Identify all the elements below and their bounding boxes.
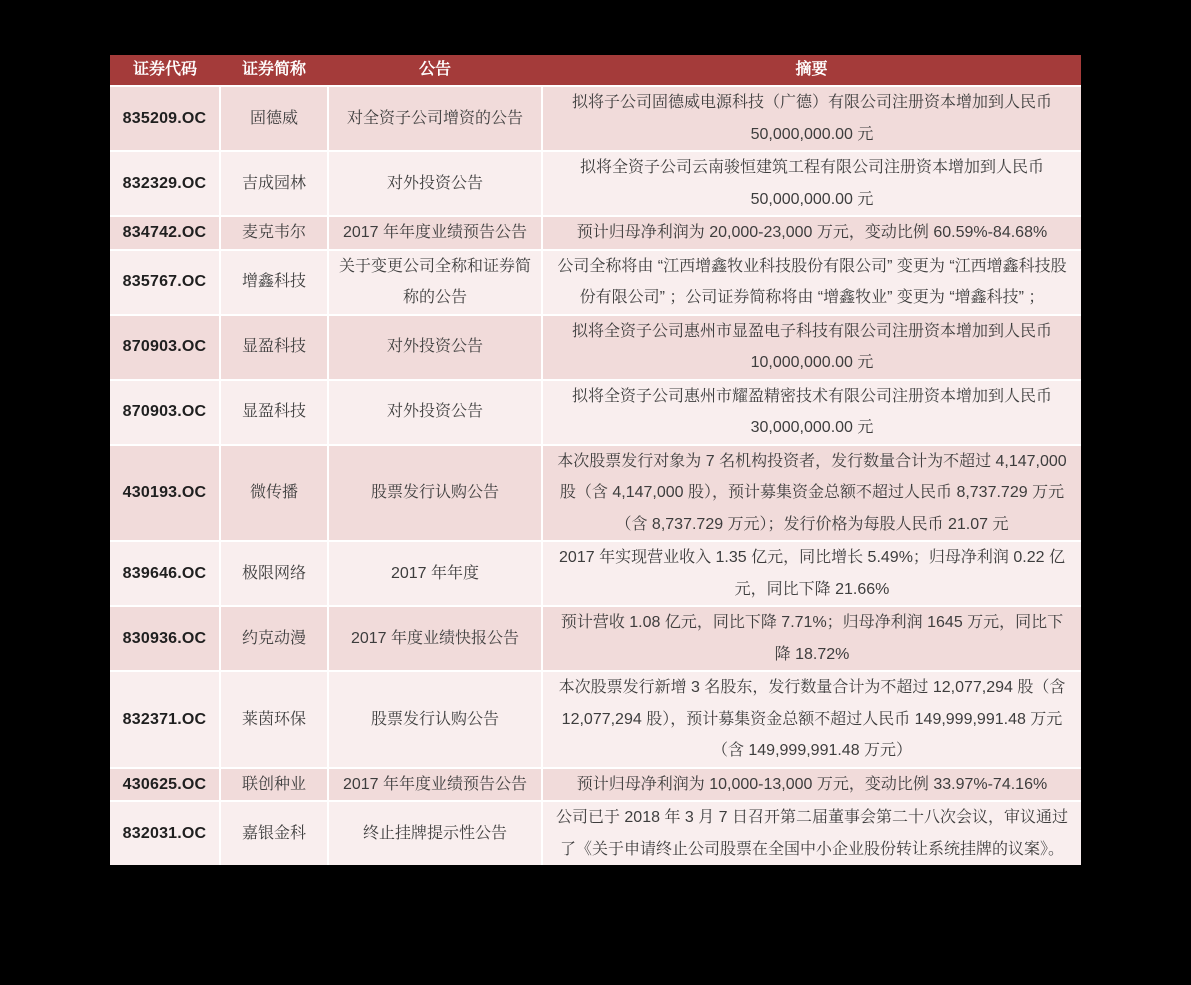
column-header-announcement: 公告 bbox=[328, 55, 542, 86]
table-row bbox=[110, 768, 1081, 802]
cell-summary: 拟将全资子公司惠州市耀盈精密技术有限公司注册资本增加到人民币 30,000,000.00 元 bbox=[542, 380, 1081, 445]
cell-name: 联创种业 bbox=[220, 768, 328, 802]
cell-name: 嘉银金科 bbox=[220, 801, 328, 865]
announcements-table-container bbox=[110, 55, 1081, 865]
table-row bbox=[110, 445, 1081, 542]
cell-name: 吉成园林 bbox=[220, 151, 328, 216]
table-row bbox=[110, 541, 1081, 606]
cell-code: 839646.OC bbox=[110, 541, 220, 606]
cell-summary: 预计归母净利润为 20,000-23,000 万元，变动比例 60.59%-84.68% bbox=[542, 216, 1081, 250]
cell-code: 870903.OC bbox=[110, 380, 220, 445]
table-row bbox=[110, 671, 1081, 768]
cell-summary: 公司全称将由 “江西增鑫牧业科技股份有限公司” 变更为 “江西增鑫科技股份有限公司” ；公司证券简称将由 “增鑫牧业” 变更为 “增鑫科技” ； bbox=[542, 250, 1081, 315]
cell-code: 835767.OC bbox=[110, 250, 220, 315]
table-row bbox=[110, 250, 1081, 315]
cell-code: 834742.OC bbox=[110, 216, 220, 250]
cell-code: 430625.OC bbox=[110, 768, 220, 802]
cell-name: 莱茵环保 bbox=[220, 671, 328, 768]
cell-announcement: 对外投资公告 bbox=[328, 151, 542, 216]
cell-summary: 本次股票发行新增 3 名股东，发行数量合计为不超过 12,077,294 股（含 12,077,294 股），预计募集资金总额不超过人民币 149,999,991.48 万元（含 149,999,991.48 万元） bbox=[542, 671, 1081, 768]
announcements-table bbox=[110, 55, 1081, 865]
table-row bbox=[110, 151, 1081, 216]
cell-code: 430193.OC bbox=[110, 445, 220, 542]
cell-announcement: 终止挂牌提示性公告 bbox=[328, 801, 542, 865]
cell-summary: 拟将全资子公司云南骏恒建筑工程有限公司注册资本增加到人民币 50,000,000.00 元 bbox=[542, 151, 1081, 216]
cell-announcement: 2017 年年度业绩预告公告 bbox=[328, 216, 542, 250]
cell-name: 显盈科技 bbox=[220, 380, 328, 445]
cell-announcement: 2017 年度业绩快报公告 bbox=[328, 606, 542, 671]
column-header-name: 证券简称 bbox=[220, 55, 328, 86]
cell-announcement: 对外投资公告 bbox=[328, 380, 542, 445]
cell-code: 870903.OC bbox=[110, 315, 220, 380]
table-row bbox=[110, 380, 1081, 445]
table-header-row bbox=[110, 55, 1081, 86]
cell-summary: 本次股票发行对象为 7 名机构投资者，发行数量合计为不超过 4,147,000 股（含 4,147,000 股），预计募集资金总额不超过人民币 8,737.729 万元（含 8,737.729 万元）；发行价格为每股人民币 21.07 元 bbox=[542, 445, 1081, 542]
cell-name: 约克动漫 bbox=[220, 606, 328, 671]
table-row bbox=[110, 315, 1081, 380]
table-row bbox=[110, 801, 1081, 865]
cell-announcement: 2017 年年度 bbox=[328, 541, 542, 606]
cell-name: 显盈科技 bbox=[220, 315, 328, 380]
cell-code: 832371.OC bbox=[110, 671, 220, 768]
cell-name: 固德威 bbox=[220, 86, 328, 151]
cell-announcement: 对外投资公告 bbox=[328, 315, 542, 380]
cell-announcement: 对全资子公司增资的公告 bbox=[328, 86, 542, 151]
cell-summary: 拟将子公司固德威电源科技（广德）有限公司注册资本增加到人民币 50,000,000.00 元 bbox=[542, 86, 1081, 151]
cell-code: 835209.OC bbox=[110, 86, 220, 151]
cell-name: 极限网络 bbox=[220, 541, 328, 606]
cell-summary: 预计归母净利润为 10,000-13,000 万元，变动比例 33.97%-74.16% bbox=[542, 768, 1081, 802]
table-row bbox=[110, 606, 1081, 671]
cell-name: 增鑫科技 bbox=[220, 250, 328, 315]
cell-code: 830936.OC bbox=[110, 606, 220, 671]
cell-announcement: 股票发行认购公告 bbox=[328, 671, 542, 768]
cell-name: 微传播 bbox=[220, 445, 328, 542]
cell-summary: 2017 年实现营业收入 1.35 亿元，同比增长 5.49%；归母净利润 0.22 亿元，同比下降 21.66% bbox=[542, 541, 1081, 606]
column-header-summary: 摘要 bbox=[542, 55, 1081, 86]
table-row bbox=[110, 216, 1081, 250]
cell-name: 麦克韦尔 bbox=[220, 216, 328, 250]
cell-summary: 预计营收 1.08 亿元，同比下降 7.71%；归母净利润 1645 万元，同比下降 18.72% bbox=[542, 606, 1081, 671]
cell-announcement: 2017 年年度业绩预告公告 bbox=[328, 768, 542, 802]
cell-summary: 拟将全资子公司惠州市显盈电子科技有限公司注册资本增加到人民币 10,000,000.00 元 bbox=[542, 315, 1081, 380]
cell-code: 832329.OC bbox=[110, 151, 220, 216]
cell-announcement: 关于变更公司全称和证券简称的公告 bbox=[328, 250, 542, 315]
table-row bbox=[110, 86, 1081, 151]
column-header-code: 证券代码 bbox=[110, 55, 220, 86]
cell-summary: 公司已于 2018 年 3 月 7 日召开第二届董事会第二十八次会议，审议通过了《关于申请终止公司股票在全国中小企业股份转让系统挂牌的议案》。 bbox=[542, 801, 1081, 865]
cell-code: 832031.OC bbox=[110, 801, 220, 865]
cell-announcement: 股票发行认购公告 bbox=[328, 445, 542, 542]
